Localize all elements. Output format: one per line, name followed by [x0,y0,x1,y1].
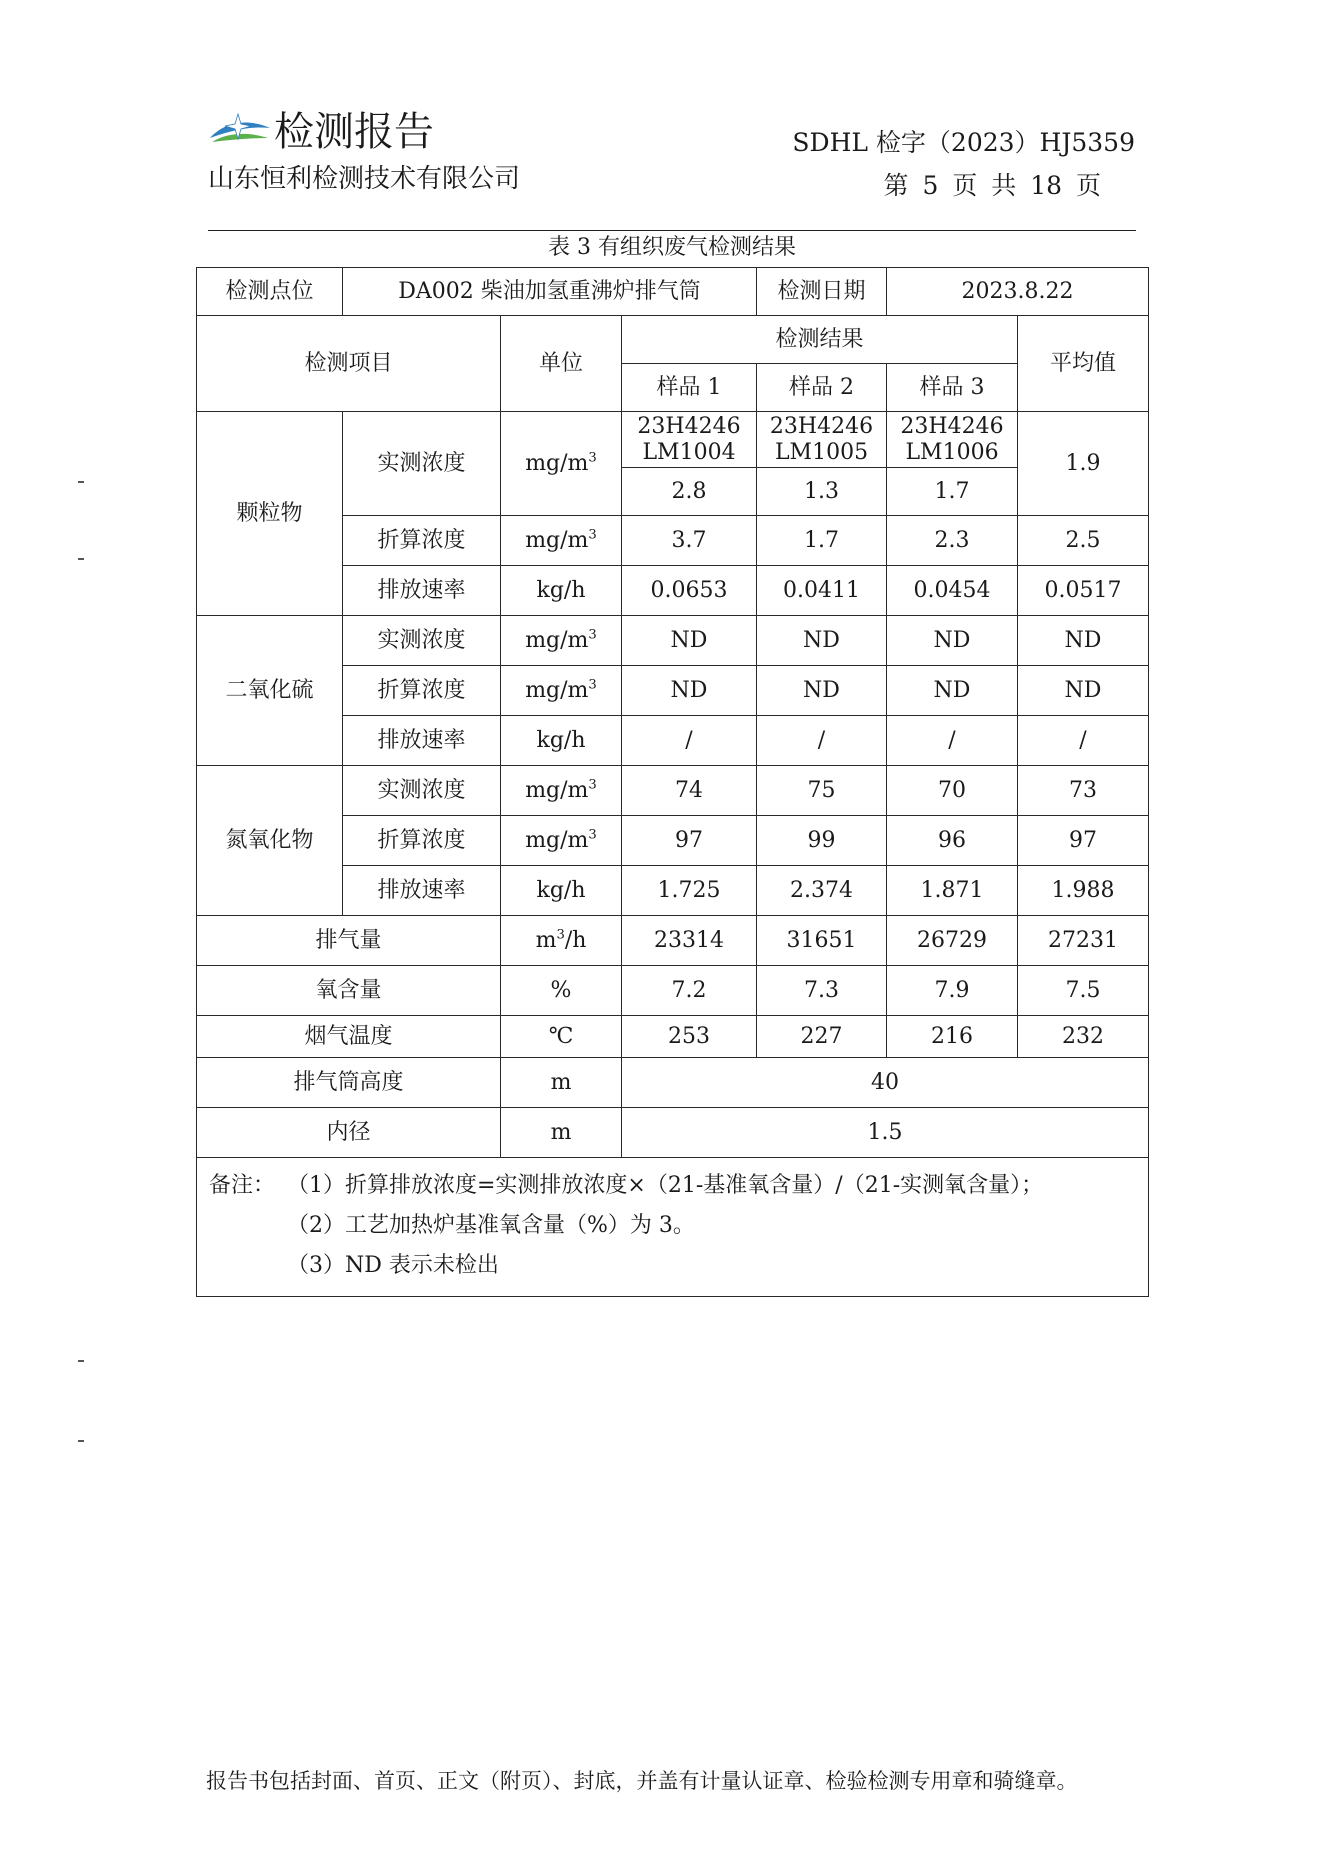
value-cell: 3.7 [622,516,757,566]
note-line [209,1246,1148,1286]
notes-cell [197,1158,1149,1297]
table-row [197,616,1149,666]
average-cell: 1.988 [1018,866,1149,916]
value-cell: 253 [622,1016,757,1058]
table-row [197,268,1149,316]
sample-id: 23H4246 [900,413,1004,439]
table-row [197,316,1149,364]
value-cell: 7.9 [887,966,1018,1016]
value-cell: ND [887,666,1018,716]
report-title: 检测报告 [274,109,434,155]
value-cell: 2.374 [757,866,887,916]
average-cell: ND [1018,666,1149,716]
table-row [197,1058,1149,1108]
header-sample: 样品 3 [887,364,1018,412]
header-average: 平均值 [1018,316,1149,412]
table-row [197,1158,1149,1297]
row-label: 烟气温度 [197,1016,501,1058]
value-cell: ND [622,666,757,716]
group-nox: 氮氧化物 [197,766,343,916]
row-label: 内径 [197,1108,501,1158]
value-cell: 1.5 [622,1108,1149,1158]
value-cell: 74 [622,766,757,816]
note-text: （1）折算排放浓度=实测排放浓度×（21-基准氧含量）/（21-实测氧含量）； [287,1173,1044,1198]
average-cell: 73 [1018,766,1149,816]
row-label: 排放速率 [343,566,501,616]
sample-id-cell [757,412,887,468]
sample-id-cell [887,412,1018,468]
unit-cell: % [501,966,622,1016]
location-value: DA002 柴油加氢重沸炉排气筒 [343,268,757,316]
unit-cell: ℃ [501,1016,622,1058]
row-label: 实测浓度 [343,616,501,666]
table-row [197,1108,1149,1158]
value-cell: 40 [622,1058,1149,1108]
header-rule [208,230,1136,231]
value-cell: 1.7 [887,468,1018,516]
scan-mark [78,481,84,483]
unit-cell: $mg/m^3$ [501,816,622,866]
date-label: 检测日期 [757,268,887,316]
results-table [196,267,1149,1297]
unit-cell: $mg/m^3$ [501,666,622,716]
unit-cell: m [501,1058,622,1108]
scan-mark [78,1360,84,1362]
company-logo-icon [208,108,272,152]
value-cell: 70 [887,766,1018,816]
sample-id-cell [622,412,757,468]
unit-cell: kg/h [501,566,622,616]
average-cell: 2.5 [1018,516,1149,566]
page-number: 第 5 页 共 18 页 [883,171,1101,200]
value-cell: ND [757,666,887,716]
value-cell: 216 [887,1016,1018,1058]
average-cell: 232 [1018,1016,1149,1058]
value-cell: 227 [757,1016,887,1058]
report-number: SDHL 检字（2023）HJ5359 [792,128,1135,157]
value-cell: 97 [622,816,757,866]
unit-cell: kg/h [501,716,622,766]
row-label: 排气筒高度 [197,1058,501,1108]
table-row [197,412,1149,468]
sample-id: LM1006 [905,439,999,465]
group-so2: 二氧化硫 [197,616,343,766]
footer-note: 报告书包括封面、首页、正文（附页）、封底，并盖有计量认证章、检验检测专用章和骑缝章。 [206,1769,1078,1793]
value-cell: 99 [757,816,887,866]
sample-id: 23H4246 [769,413,874,439]
value-cell: 2.3 [887,516,1018,566]
value-cell: ND [622,616,757,666]
value-cell: ND [757,616,887,666]
value-cell: 26729 [887,916,1018,966]
sample-id: LM1005 [774,439,869,465]
table-caption: 表 3 有组织废气检测结果 [548,235,796,260]
value-cell: 1.3 [757,468,887,516]
average-cell: 27231 [1018,916,1149,966]
unit-cell: $mg/m^3$ [501,766,622,816]
header-results: 检测结果 [622,316,1018,364]
location-label: 检测点位 [197,268,343,316]
unit-cell: $mg/m^3$ [501,616,622,666]
value-cell: / [757,716,887,766]
date-value: 2023.8.22 [887,268,1149,316]
row-label: 氧含量 [197,966,501,1016]
row-label: 实测浓度 [343,766,501,816]
table-row [197,966,1149,1016]
header-unit: 单位 [501,316,622,412]
notes-label: 备注： [209,1173,276,1198]
value-cell: 0.0454 [887,566,1018,616]
sample-id: 23H4246 [637,413,741,439]
value-cell: / [622,716,757,766]
unit-cell: kg/h [501,866,622,916]
average-cell: 7.5 [1018,966,1149,1016]
unit-cell: m [501,1108,622,1158]
group-particulate: 颗粒物 [197,412,343,616]
value-cell: 23314 [622,916,757,966]
row-label: 折算浓度 [343,816,501,866]
value-cell: / [887,716,1018,766]
company-name: 山东恒利检测技术有限公司 [208,164,521,194]
value-cell: 2.8 [622,468,757,516]
scan-mark [78,558,84,560]
note-text: （2）工艺加热炉基准氧含量（%）为 3。 [287,1213,695,1238]
average-cell: 1.9 [1018,412,1149,516]
header-sample: 样品 2 [757,364,887,412]
sample-id: LM1004 [642,439,736,465]
value-cell: 7.3 [757,966,887,1016]
unit-cell: $mg/m^3$ [501,412,622,516]
average-cell: ND [1018,616,1149,666]
average-cell: 0.0517 [1018,566,1149,616]
note-line [209,1206,1148,1246]
value-cell: 0.0411 [757,566,887,616]
row-label: 实测浓度 [343,412,501,516]
note-line [209,1166,1148,1206]
value-cell: 75 [757,766,887,816]
row-label: 折算浓度 [343,666,501,716]
value-cell: 31651 [757,916,887,966]
row-label: 排气量 [197,916,501,966]
table-row [197,766,1149,816]
value-cell: 1.871 [887,866,1018,916]
row-label: 排放速率 [343,866,501,916]
value-cell: 96 [887,816,1018,866]
row-label: 排放速率 [343,716,501,766]
average-cell: 97 [1018,816,1149,866]
unit-cell: $mg/m^3$ [501,516,622,566]
value-cell: 1.725 [622,866,757,916]
scan-mark [78,1440,84,1442]
table-row [197,916,1149,966]
header-item: 检测项目 [197,316,501,412]
value-cell: 7.2 [622,966,757,1016]
table-row [197,1016,1149,1058]
value-cell: 0.0653 [622,566,757,616]
row-label: 折算浓度 [343,516,501,566]
unit-cell: $m^3/h$ [501,916,622,966]
value-cell: 1.7 [757,516,887,566]
header-sample: 样品 1 [622,364,757,412]
value-cell: ND [887,616,1018,666]
average-cell: / [1018,716,1149,766]
note-text: （3）ND 表示未检出 [287,1253,499,1278]
